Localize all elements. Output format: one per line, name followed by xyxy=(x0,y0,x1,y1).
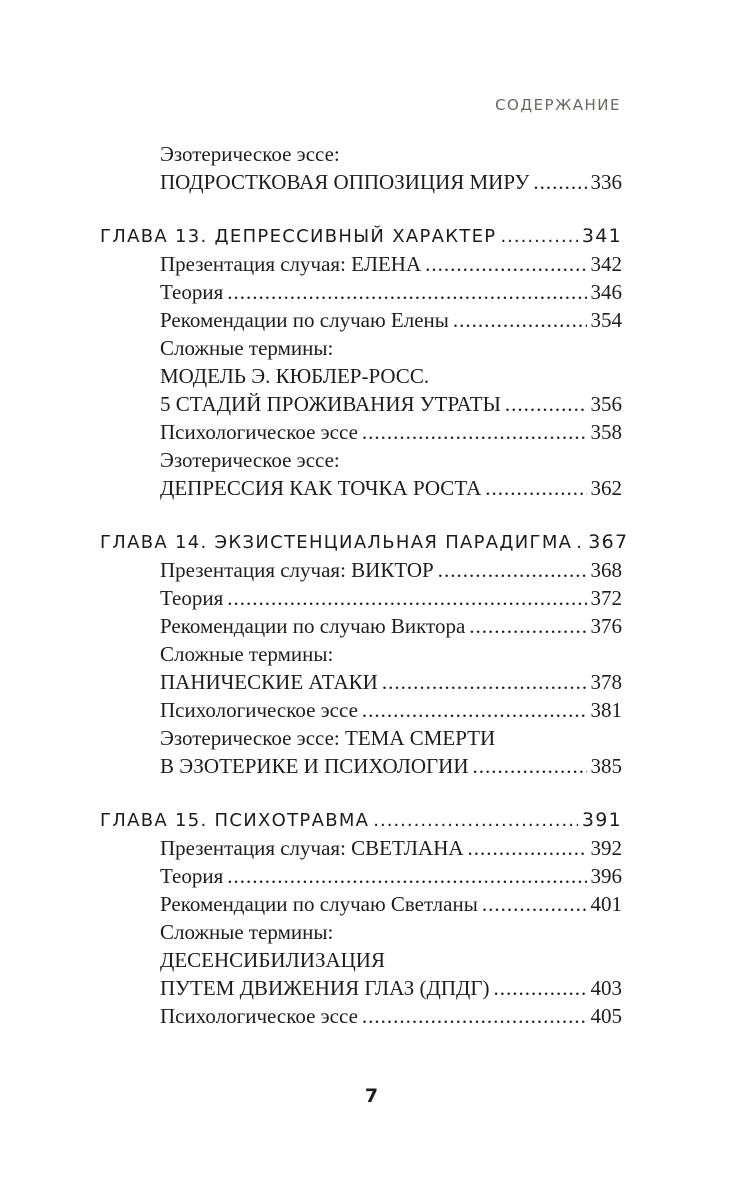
dot-leader xyxy=(438,556,587,584)
dot-leader xyxy=(227,862,586,890)
entry-text: ДЕСЕНСИБИЛИЗАЦИЯ xyxy=(160,948,385,972)
entry-text: Психологическое эссе xyxy=(160,420,358,444)
entry-page: 381 xyxy=(590,698,622,722)
entry-text: Теория xyxy=(160,586,224,610)
entry-text: Эзотерическое эссе: ТЕМА СМЕРТИ xyxy=(160,726,496,750)
toc-entry xyxy=(100,556,622,584)
entry-text: МОДЕЛЬ Э. КЮБЛЕР-РОСС. xyxy=(160,364,430,388)
entry-text: Презентация случая: СВЕТЛАНА xyxy=(160,836,464,860)
entry-page: 392 xyxy=(590,836,622,860)
entry-text: ДЕПРЕССИЯ КАК ТОЧКА РОСТА xyxy=(160,476,482,500)
dot-leader xyxy=(500,223,577,251)
dot-leader xyxy=(362,696,587,724)
chapter-title: ГЛАВА 14. ЭКЗИСТЕНЦИАЛЬНАЯ ПАРАДИГМА xyxy=(100,532,573,553)
dot-leader xyxy=(576,529,584,557)
toc-entry xyxy=(100,168,622,196)
entry-text: Сложные термины: xyxy=(160,336,334,360)
toc-entry xyxy=(100,250,622,278)
entry-text: В ЭЗОТЕРИКЕ И ПСИХОЛОГИИ xyxy=(160,754,469,778)
toc-entry xyxy=(100,446,622,474)
entry-text: Теория xyxy=(160,280,224,304)
toc-entry xyxy=(100,918,622,946)
entry-page: 368 xyxy=(590,558,622,582)
chapter-page: 341 xyxy=(581,225,622,247)
entry-page: 356 xyxy=(590,392,622,416)
toc-entry xyxy=(100,640,622,668)
toc-entry xyxy=(100,724,622,752)
chapter-heading-13 xyxy=(100,222,622,250)
entry-page: 385 xyxy=(590,754,622,778)
entry-page: 342 xyxy=(590,252,622,276)
entry-text: ПУТЕМ ДВИЖЕНИЯ ГЛАЗ (ДПДГ) xyxy=(160,976,490,1000)
dot-leader xyxy=(227,584,586,612)
toc-entry xyxy=(100,1002,622,1030)
dot-leader xyxy=(485,474,586,502)
chapter-heading-15 xyxy=(100,806,622,834)
entry-page: 362 xyxy=(590,476,622,500)
entry-text: Теория xyxy=(160,864,224,888)
dot-leader xyxy=(533,168,586,196)
dot-leader xyxy=(505,390,587,418)
entry-page: 358 xyxy=(590,420,622,444)
dot-leader xyxy=(473,752,587,780)
dot-leader xyxy=(453,306,587,334)
toc-entry xyxy=(100,974,622,1002)
entry-page: 401 xyxy=(590,892,622,916)
toc-entry xyxy=(100,474,622,502)
entry-text: ПАНИЧЕСКИЕ АТАКИ xyxy=(160,670,378,694)
entry-page: 396 xyxy=(590,864,622,888)
dot-leader xyxy=(227,278,586,306)
toc-entry xyxy=(100,890,622,918)
toc-entry xyxy=(100,306,622,334)
toc-entry xyxy=(100,334,622,362)
dot-leader xyxy=(425,250,586,278)
dot-leader xyxy=(494,974,587,1002)
dot-leader xyxy=(362,1002,587,1030)
entry-text: Презентация случая: ЕЛЕНА xyxy=(160,252,422,276)
entry-page: 378 xyxy=(590,670,622,694)
entry-text: Эзотерическое эссе: xyxy=(160,448,340,472)
entry-text: 5 СТАДИЙ ПРОЖИВАНИЯ УТРАТЫ xyxy=(160,392,501,416)
entry-text: Рекомендации по случаю Виктора xyxy=(160,614,466,638)
running-head: СОДЕРЖАНИЕ xyxy=(495,96,621,114)
chapter-page: 367 xyxy=(588,531,629,553)
entry-text: Эзотерическое эссе: xyxy=(160,142,340,166)
toc-entry xyxy=(100,946,622,974)
toc-entry xyxy=(100,584,622,612)
entry-text: Сложные термины: xyxy=(160,920,334,944)
entry-page: 372 xyxy=(590,586,622,610)
toc-entry xyxy=(100,696,622,724)
entry-text: Психологическое эссе xyxy=(160,698,358,722)
toc-entry xyxy=(100,390,622,418)
toc-entry xyxy=(100,140,622,168)
entry-page: 376 xyxy=(590,614,622,638)
toc-entry xyxy=(100,278,622,306)
entry-text: Презентация случая: ВИКТОР xyxy=(160,558,434,582)
dot-leader xyxy=(468,834,587,862)
entry-text: Психологическое эссе xyxy=(160,1004,358,1028)
chapter-heading-14 xyxy=(100,528,629,556)
toc-entry xyxy=(100,752,622,780)
dot-leader xyxy=(382,668,587,696)
table-of-contents xyxy=(100,140,629,1030)
toc-entry xyxy=(100,612,622,640)
dot-leader xyxy=(469,612,586,640)
entry-page: 354 xyxy=(590,308,622,332)
entry-text: ПОДРОСТКОВАЯ ОППОЗИЦИЯ МИРУ xyxy=(160,170,530,194)
toc-entry xyxy=(100,834,622,862)
chapter-page: 391 xyxy=(581,809,622,831)
dot-leader xyxy=(373,807,578,835)
entry-text: Рекомендации по случаю Светланы xyxy=(160,892,478,916)
toc-entry xyxy=(100,418,622,446)
dot-leader xyxy=(482,890,587,918)
page-number: 7 xyxy=(364,1085,379,1107)
chapter-title: ГЛАВА 13. ДЕПРЕССИВНЫЙ ХАРАКТЕР xyxy=(100,226,497,247)
entry-text: Рекомендации по случаю Елены xyxy=(160,308,449,332)
entry-page: 403 xyxy=(590,976,622,1000)
toc-entry xyxy=(100,362,622,390)
entry-text: Сложные термины: xyxy=(160,642,334,666)
entry-page: 346 xyxy=(590,280,622,304)
entry-page: 405 xyxy=(590,1004,622,1028)
toc-entry xyxy=(100,862,622,890)
entry-page: 336 xyxy=(590,170,622,194)
dot-leader xyxy=(362,418,587,446)
toc-entry xyxy=(100,668,622,696)
chapter-title: ГЛАВА 15. ПСИХОТРАВМА xyxy=(100,810,370,831)
